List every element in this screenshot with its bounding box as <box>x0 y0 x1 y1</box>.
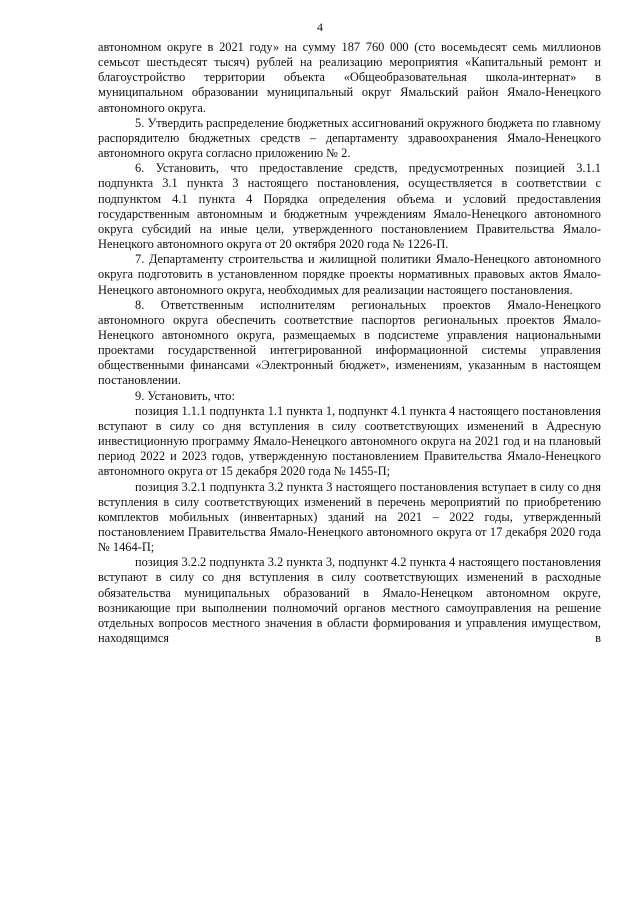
paragraph-continuation: автономном округе в 2021 году» на сумму 187 760 000 (сто восемьдесят семь миллионов семьсот шестьдесят тысяч) рублей на реализацию мероприятия «Капитальный ремонт и благоустройство территории объекта «Общеобразовательная школа-интернат» в муниципальном образовании муниципальный округ Ямальский район Ямало-Ненецкого автономного округа. <box>98 40 601 115</box>
page-number: 4 <box>317 20 323 34</box>
paragraph-item-9: 9. Установить, что: <box>135 388 235 403</box>
paragraph-position-3-2-2: позиция 3.2.2 подпункта 3.2 пункта 3, подпункт 4.2 пункта 4 настоящего постановления вступают в силу со дня вступления в силу соответствующих изменений в расходные обязательства муниципальных образований в Ямало-Ненецком автономном округе, возникающие при выполнении полномочий органов местного самоуправления на решение отдельных вопросов местного значения в области формирования и управления имуществом, находящимся в <box>98 555 601 646</box>
paragraph-position-1-1-1: позиция 1.1.1 подпункта 1.1 пункта 1, подпункт 4.1 пункта 4 настоящего постановления вступают в силу со дня вступления в силу соответствующих изменений в Адресную инвестиционную программу Ямало-Ненецкого автономного округа на 2021 год и на плановый период 2022 и 2023 годов, утвержденную постановлением Правительства Ямало-Ненецкого автономного округа от 15 декабря 2020 года № 1455-П; <box>98 403 601 479</box>
paragraph-item-6: 6. Установить, что предоставление средств, предусмотренных позицией 3.1.1 подпункта 3.1 пункта 3 настоящего постановления, осуществляется в соответствии с подпунктом 4.1 пункта 4 Порядка определения объема и условий предоставления государственным автономным и бюджетным учреждениям Ямало-Ненецкого автономного округа субсидий на иные цели, утвержденного постановлением Правительства Ямало-Ненецкого автономного округа от 20 октября 2020 года № 1226-П. <box>98 161 601 252</box>
document-body <box>98 40 601 646</box>
paragraph-item-8: 8. Ответственным исполнителям региональных проектов Ямало-Ненецкого автономного округа обеспечить соответствие паспортов региональных проектов Ямало-Ненецкого автономного округа, размещаемых в подсистеме управления национальными проектами государственной интегрированной информационной системы управления общественными финансами «Электронный бюджет», изменениям, указанным в настоящем постановлении. <box>98 297 601 388</box>
paragraph-item-5: 5. Утвердить распределение бюджетных ассигнований окружного бюджета по главному распорядителю бюджетных средств – департаменту здравоохранения Ямало-Ненецкого автономного округа согласно приложению № 2. <box>98 115 601 161</box>
paragraph-item-7: 7. Департаменту строительства и жилищной политики Ямало-Ненецкого автономного округа подготовить в установленном порядке проекты нормативных правовых актов Ямало-Ненецкого автономного округа, необходимых для реализации настоящего постановления. <box>98 252 601 297</box>
paragraph-position-3-2-1: позиция 3.2.1 подпункта 3.2 пункта 3 настоящего постановления вступает в силу со дня вступления в силу соответствующих изменений в перечень мероприятий по приобретению комплектов мобильных (инвентарных) зданий на 2021 – 2022 годы, утвержденный постановлением Правительства Ямало-Ненецкого автономного округа от 17 декабря 2020 года № 1464-П; <box>98 479 601 555</box>
